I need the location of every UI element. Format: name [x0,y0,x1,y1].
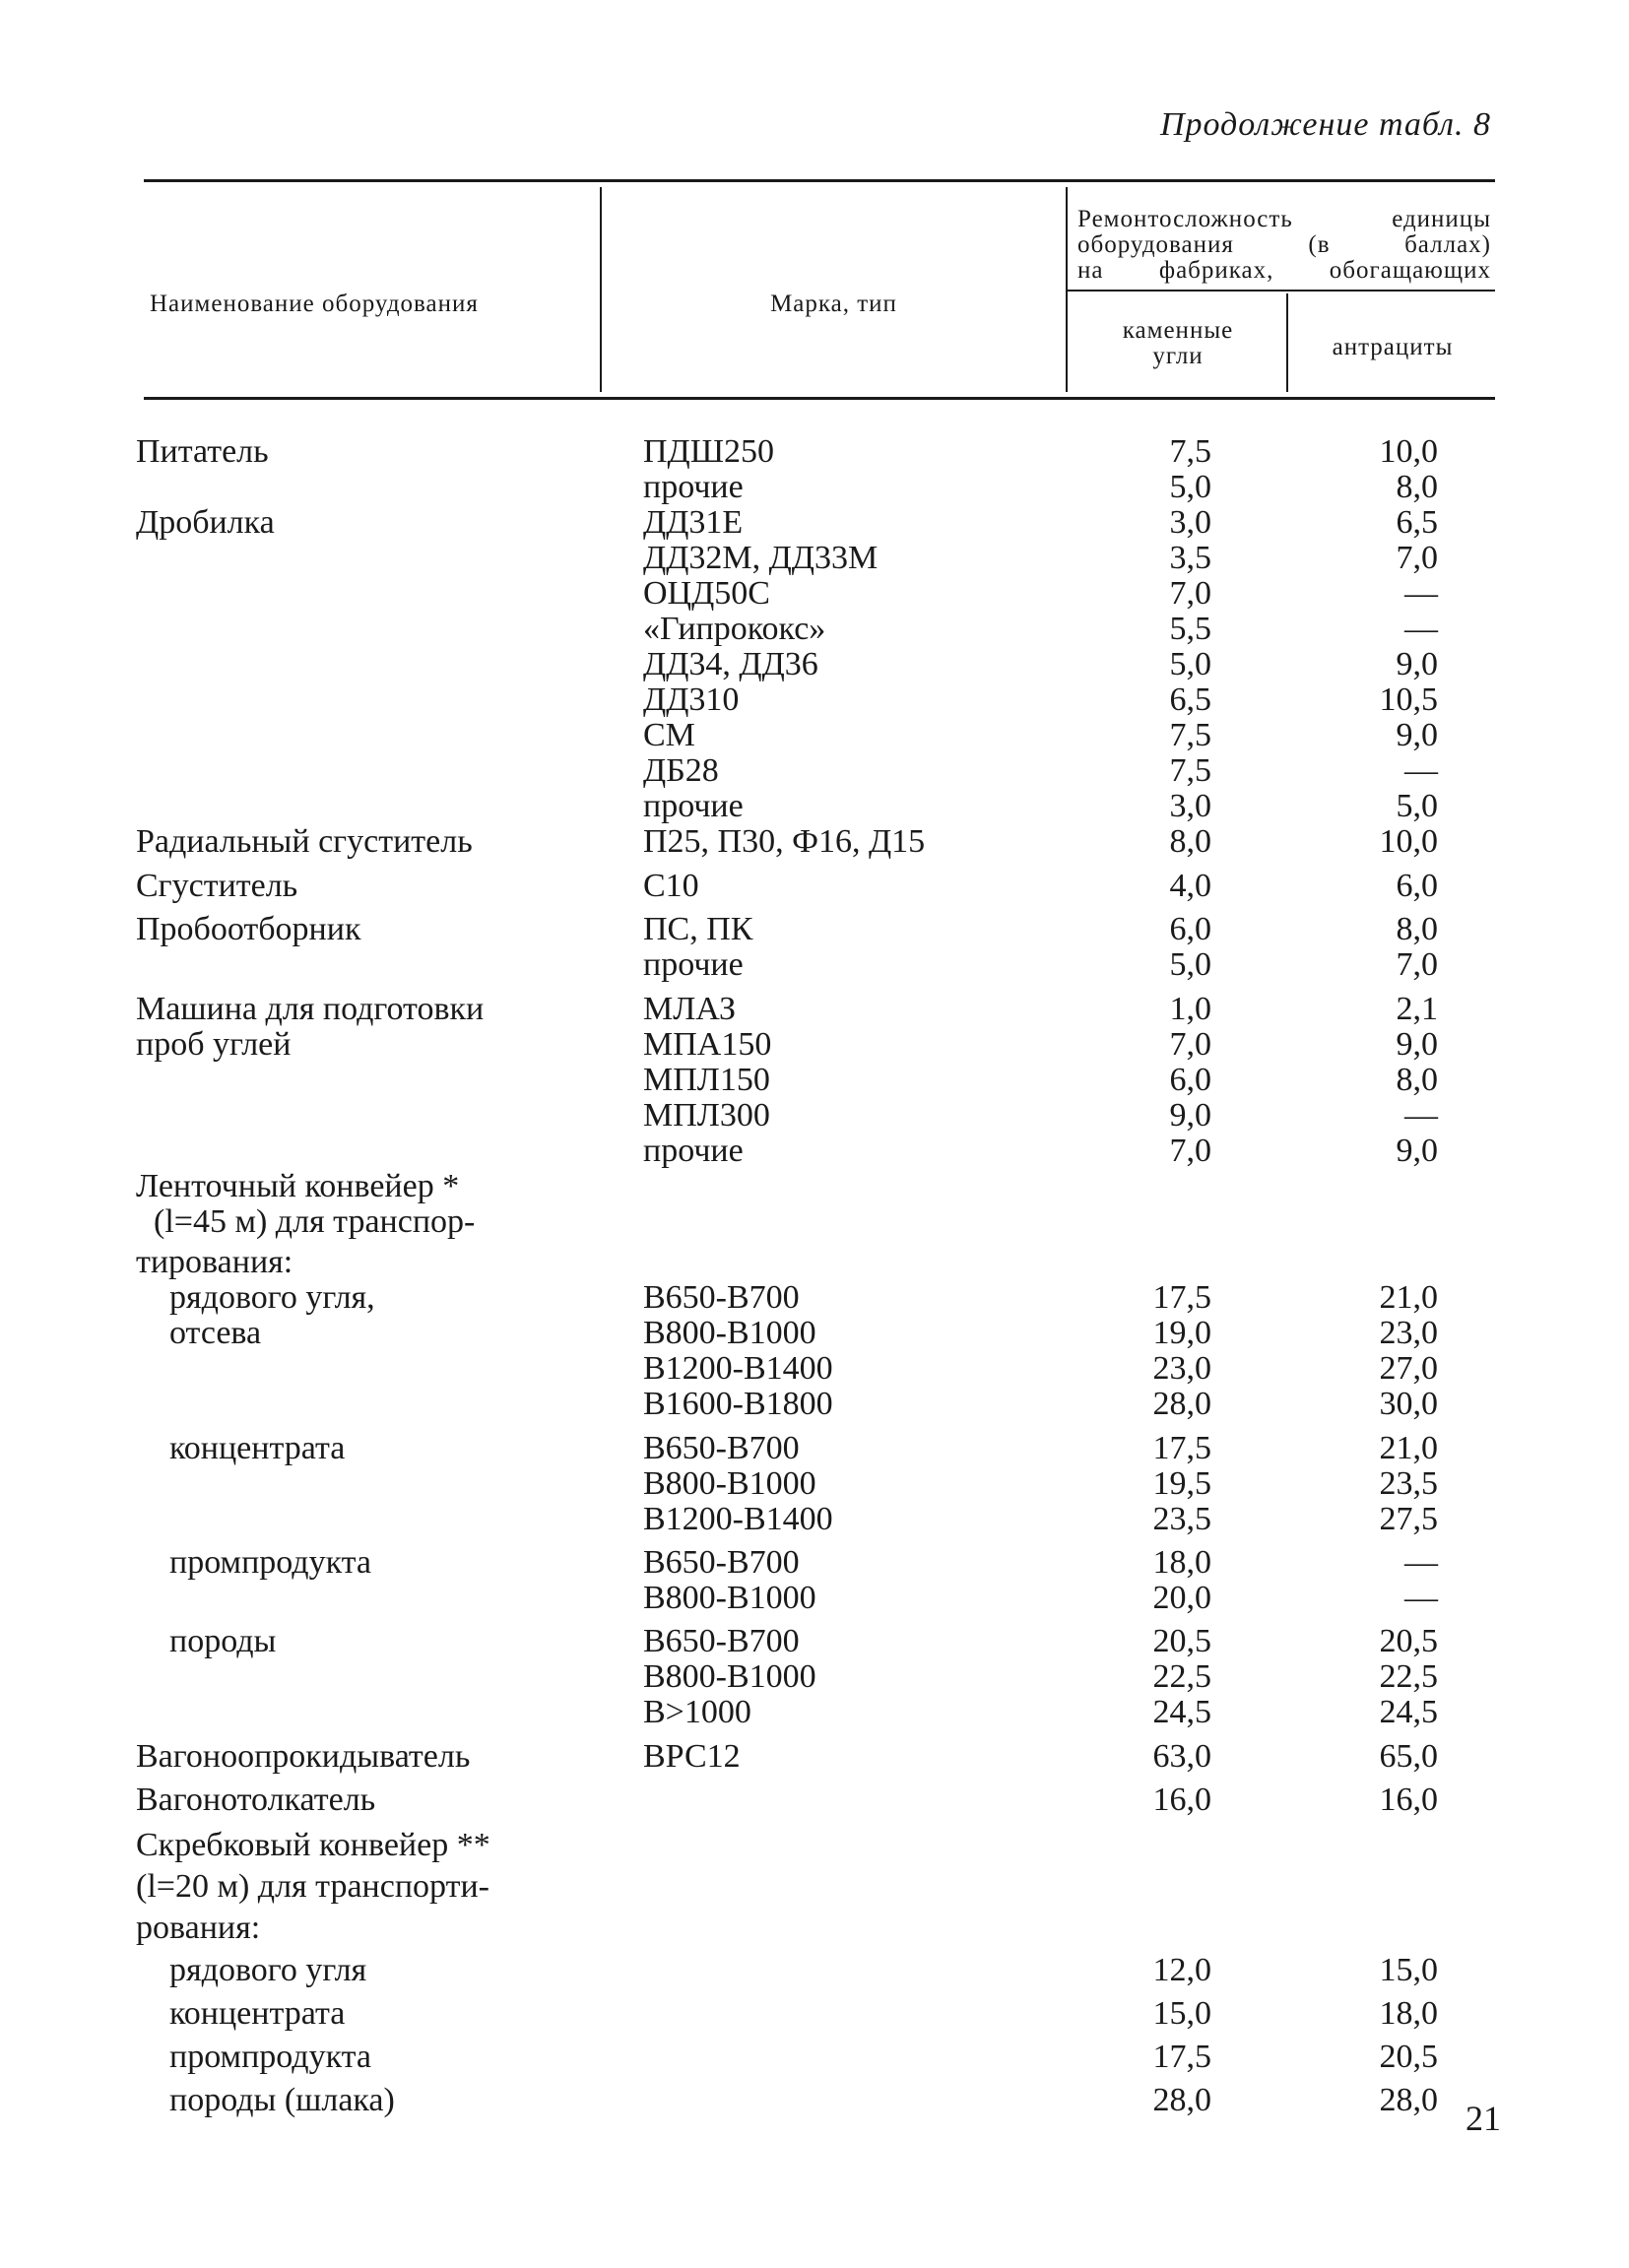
row-value-hard-coal: 20,0 [1152,1580,1211,1616]
row-value-anthracite: 20,5 [1379,1623,1438,1659]
row-value-anthracite: 5,0 [1396,788,1438,824]
row-value-hard-coal: 12,0 [1152,1952,1211,1988]
row-brand-type: ВРС12 [643,1738,741,1775]
row-value-hard-coal: 18,0 [1152,1544,1211,1581]
row-value-hard-coal: 7,0 [1169,575,1211,612]
row-value-anthracite: 8,0 [1396,1062,1438,1098]
row-value-anthracite: 24,5 [1379,1694,1438,1730]
row-brand-type: МПЛ300 [643,1097,770,1134]
row-value-anthracite: — [1404,575,1438,612]
row-equipment-name: (l=20 м) для транспорти- [136,1868,489,1905]
row-value-hard-coal: 4,0 [1169,868,1211,904]
row-equipment-name: (l=45 м) для транспор- [154,1203,476,1240]
row-value-anthracite: — [1404,1580,1438,1616]
row-value-anthracite: 10,5 [1379,681,1438,718]
row-equipment-name: породы (шлака) [169,2082,395,2118]
row-brand-type: В650-В700 [643,1430,800,1466]
row-brand-type: В650-В700 [643,1544,800,1581]
row-brand-type: прочие [643,1133,744,1169]
row-value-anthracite: 9,0 [1396,717,1438,753]
header-anthracite: антрациты [1332,334,1454,360]
row-equipment-name: Радиальный сгуститель [136,823,473,860]
row-brand-type: ДД31Е [643,504,744,541]
row-brand-type: ДБ28 [643,752,719,789]
row-value-anthracite: 15,0 [1379,1952,1438,1988]
row-brand-type: В1200-В1400 [643,1350,833,1387]
row-brand-type: МПА150 [643,1026,772,1063]
row-value-hard-coal: 15,0 [1152,1995,1211,2032]
row-value-anthracite: 21,0 [1379,1279,1438,1316]
row-value-anthracite: 6,5 [1396,504,1438,541]
row-equipment-name: Ленточный конвейер * [136,1168,460,1204]
row-value-hard-coal: 19,5 [1152,1465,1211,1502]
row-brand-type: прочие [643,788,744,824]
row-value-anthracite: 27,0 [1379,1350,1438,1387]
row-value-anthracite: 22,5 [1379,1658,1438,1695]
row-value-anthracite: 8,0 [1396,911,1438,947]
row-value-anthracite: — [1404,1544,1438,1581]
row-value-hard-coal: 1,0 [1169,991,1211,1027]
row-value-hard-coal: 24,5 [1152,1694,1211,1730]
row-value-hard-coal: 17,5 [1152,1430,1211,1466]
row-value-anthracite: 65,0 [1379,1738,1438,1775]
row-value-anthracite: 7,0 [1396,540,1438,576]
row-value-anthracite: — [1404,1097,1438,1134]
row-value-hard-coal: 28,0 [1152,2082,1211,2118]
row-value-hard-coal: 9,0 [1169,1097,1211,1134]
row-brand-type: ДД32М, ДД33М [643,540,879,576]
row-brand-type: ДД34, ДД36 [643,646,818,682]
row-equipment-name: рования: [136,1910,261,1946]
row-value-anthracite: 28,0 [1379,2082,1438,2118]
row-equipment-name: Пробоотборник [136,911,361,947]
row-equipment-name: концентрата [169,1995,346,2032]
row-brand-type: прочие [643,946,744,983]
row-brand-type: В1200-В1400 [643,1501,833,1537]
row-value-hard-coal: 5,5 [1169,611,1211,647]
header-group-line-1: Ремонтосложность единицы [1077,206,1491,232]
row-equipment-name: Вагонотолкатель [136,1782,376,1818]
row-value-hard-coal: 6,5 [1169,681,1211,718]
row-value-anthracite: 9,0 [1396,1133,1438,1169]
page-number: 21 [1466,2099,1501,2138]
row-value-hard-coal: 7,0 [1169,1133,1211,1169]
row-value-hard-coal: 20,5 [1152,1623,1211,1659]
row-brand-type: МЛАЗ [643,991,737,1027]
row-brand-type: С10 [643,868,699,904]
row-brand-type: В800-В1000 [643,1658,816,1695]
row-brand-type: МПЛ150 [643,1062,770,1098]
row-value-anthracite: 10,0 [1379,433,1438,470]
row-brand-type: СМ [643,717,695,753]
row-value-hard-coal: 3,5 [1169,540,1211,576]
row-brand-type: В650-В700 [643,1279,800,1316]
row-brand-type: В>1000 [643,1694,751,1730]
header-brand-type: Марка, тип [770,291,897,317]
row-value-anthracite: 18,0 [1379,1995,1438,2032]
row-value-hard-coal: 23,0 [1152,1350,1211,1387]
row-brand-type: В800-В1000 [643,1580,816,1616]
row-brand-type: ОЦД50С [643,575,770,612]
row-brand-type: В1600-В1800 [643,1386,833,1422]
row-brand-type: ПС, ПК [643,911,753,947]
row-equipment-name: Дробилка [136,504,275,541]
row-value-hard-coal: 63,0 [1152,1738,1211,1775]
row-value-hard-coal: 3,0 [1169,504,1211,541]
row-equipment-name: рядового угля [169,1952,367,1988]
row-value-anthracite: 8,0 [1396,469,1438,505]
row-value-hard-coal: 28,0 [1152,1386,1211,1422]
row-value-anthracite: 27,5 [1379,1501,1438,1537]
row-value-hard-coal: 6,0 [1169,911,1211,947]
row-value-anthracite: 16,0 [1379,1782,1438,1818]
row-equipment-name: Скребковый конвейер ** [136,1827,490,1863]
row-value-anthracite: — [1404,752,1438,789]
row-value-anthracite: 9,0 [1396,1026,1438,1063]
row-value-hard-coal: 16,0 [1152,1782,1211,1818]
row-value-anthracite: 23,0 [1379,1315,1438,1351]
row-brand-type: ПДШ250 [643,433,775,470]
row-value-hard-coal: 7,5 [1169,717,1211,753]
row-value-hard-coal: 8,0 [1169,823,1211,860]
header-equipment-name: Наименование оборудования [150,291,479,317]
header-group-line-3: на фабриках, обогащающих [1077,257,1491,284]
row-value-hard-coal: 19,0 [1152,1315,1211,1351]
row-value-anthracite: 2,1 [1396,991,1438,1027]
row-brand-type: В800-В1000 [643,1465,816,1502]
row-equipment-name: промпродукта [169,2039,372,2075]
row-brand-type: «Гипрококс» [643,611,826,647]
row-equipment-name: концентрата [169,1430,346,1466]
row-equipment-name: тирования: [136,1244,293,1280]
row-value-hard-coal: 7,5 [1169,433,1211,470]
row-value-hard-coal: 5,0 [1169,469,1211,505]
row-value-hard-coal: 5,0 [1169,946,1211,983]
header-group-line-2: оборудования (в баллах) [1077,231,1491,258]
row-value-hard-coal: 7,0 [1169,1026,1211,1063]
row-value-hard-coal: 23,5 [1152,1501,1211,1537]
row-value-hard-coal: 6,0 [1169,1062,1211,1098]
row-value-anthracite: 30,0 [1379,1386,1438,1422]
row-equipment-name: породы [169,1623,277,1659]
row-value-anthracite: 10,0 [1379,823,1438,860]
row-value-anthracite: 9,0 [1396,646,1438,682]
row-value-hard-coal: 17,5 [1152,1279,1211,1316]
header-hard-coal-line-1: каменные [1122,317,1234,344]
row-equipment-name: Машина для подготовки [136,991,485,1027]
row-value-hard-coal: 17,5 [1152,2039,1211,2075]
row-value-hard-coal: 7,5 [1169,752,1211,789]
row-equipment-name: Питатель [136,433,269,470]
row-value-anthracite: 20,5 [1379,2039,1438,2075]
row-value-anthracite: 6,0 [1396,868,1438,904]
row-brand-type: П25, П30, Ф16, Д15 [643,823,926,860]
row-equipment-name: Сгуститель [136,868,298,904]
row-value-anthracite: — [1404,611,1438,647]
row-equipment-name: рядового угля, [169,1279,375,1316]
row-value-anthracite: 23,5 [1379,1465,1438,1502]
row-brand-type: В800-В1000 [643,1315,816,1351]
row-brand-type: прочие [643,469,744,505]
row-equipment-name: промпродукта [169,1544,372,1581]
row-equipment-name: отсева [169,1315,262,1351]
header-hard-coal-line-2: угли [1152,343,1204,369]
row-brand-type: В650-В700 [643,1623,800,1659]
row-value-hard-coal: 5,0 [1169,646,1211,682]
row-equipment-name: проб углей [136,1026,292,1063]
row-value-anthracite: 21,0 [1379,1430,1438,1466]
row-brand-type: ДД310 [643,681,740,718]
row-value-hard-coal: 22,5 [1152,1658,1211,1695]
row-value-hard-coal: 3,0 [1169,788,1211,824]
table-caption: Продолжение табл. 8 [1159,106,1491,143]
row-value-anthracite: 7,0 [1396,946,1438,983]
row-equipment-name: Вагоноопрокидыватель [136,1738,471,1775]
